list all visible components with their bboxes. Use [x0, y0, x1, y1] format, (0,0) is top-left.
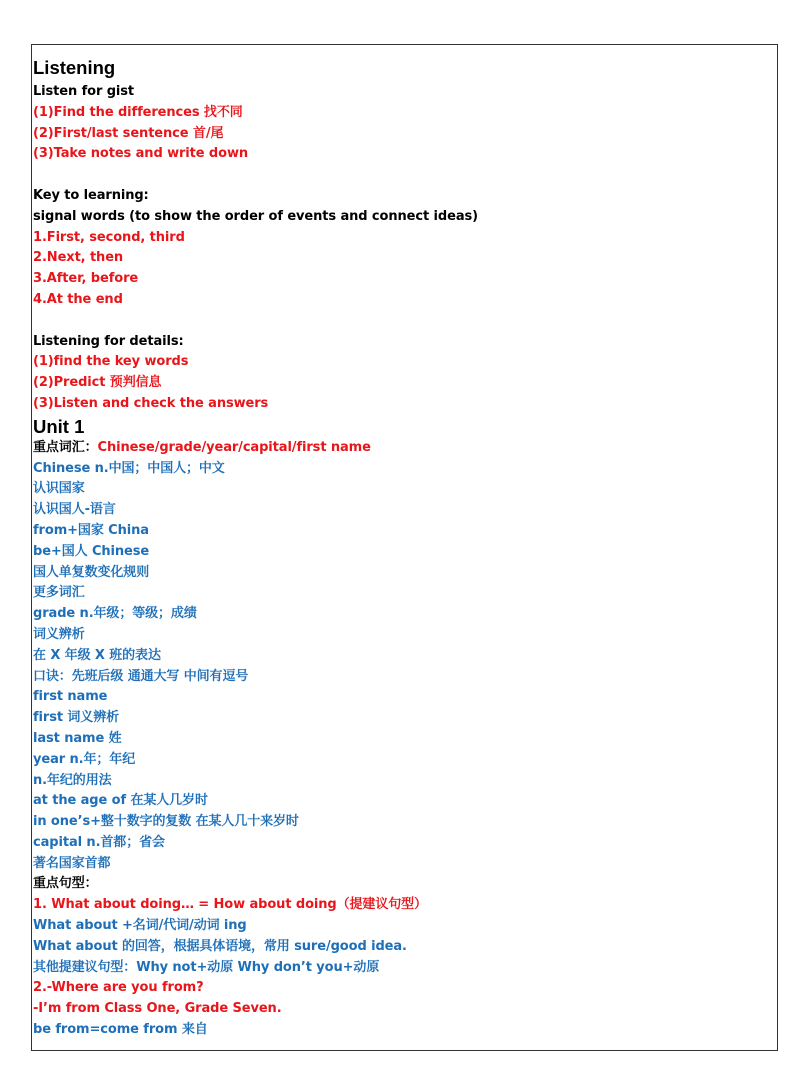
vocab-line: in one’s+整十数字的复数 在某人几十来岁时 [33, 814, 299, 830]
vocab-line: 词义辨析 [33, 626, 85, 642]
spacer [33, 165, 773, 186]
details-item: (3)Listen and check the answers [33, 395, 269, 411]
sentence-1-line: 其他提建议句型：Why not+动原 Why don’t you+动原 [33, 959, 380, 975]
sentence-label: 重点句型： [33, 876, 98, 892]
vocab-label: 重点词汇： [33, 439, 98, 455]
sentence-1-line: What about 的回答，根据具体语境，常用 sure/good idea. [33, 938, 407, 954]
sentence-1-line: What about +名词/代词/动词 ing [33, 918, 247, 934]
vocab-line: from+国家 China [33, 522, 149, 538]
sentence-2-question: 2.-Where are you from? [33, 980, 204, 996]
vocab-line: first name [33, 689, 108, 705]
details-item: (1)find the key words [33, 354, 189, 370]
details-heading: Listening for details: [33, 333, 184, 349]
gist-item: (3)Take notes and write down [33, 146, 249, 162]
sentence-1: 1. What about doing… = How about doing（提建议句型） [33, 897, 427, 913]
gist-item: (1)Find the differences 找不同 [33, 104, 243, 120]
listening-title: Listening [33, 57, 116, 78]
signal-item: 2.Next, then [33, 250, 124, 266]
signal-heading: signal words (to show the order of events and connect ideas) [33, 208, 478, 224]
vocab-line: grade n.年级；等级；成绩 [33, 606, 197, 622]
vocab-line: year n.年；年纪 [33, 751, 136, 767]
signal-item: 1.First, second, third [33, 229, 185, 245]
vocab-line: 在 X 年级 X 班的表达 [33, 647, 161, 663]
vocab-line: n.年纪的用法 [33, 772, 112, 788]
signal-item: 4.At the end [33, 291, 123, 307]
vocab-line: 国人单复数变化规则 [33, 564, 150, 580]
sentence-2-answer: -I’m from Class One, Grade Seven. [33, 1001, 282, 1017]
vocab-line: at the age of 在某人几岁时 [33, 793, 208, 809]
gist-item: (2)First/last sentence 首/尾 [33, 125, 224, 141]
vocab-line: capital n.首都；省会 [33, 834, 165, 850]
unit1-title: Unit 1 [33, 415, 85, 437]
vocab-line: 认识国人-语言 [33, 502, 116, 518]
gist-heading: Listen for gist [33, 84, 135, 99]
vocab-row [33, 438, 773, 459]
document-content [33, 56, 773, 1041]
sentence-2-line: be from=come from 来自 [33, 1022, 208, 1038]
vocab-line: be+国人 Chinese [33, 543, 150, 559]
vocab-line: 口诀：先班后级 通通大写 中间有逗号 [33, 668, 249, 684]
key-heading: Key to learning: [33, 187, 149, 203]
vocab-words: Chinese/grade/year/capital/first name [97, 439, 371, 455]
document-page [31, 44, 778, 1051]
vocab-line: 更多词汇 [33, 585, 85, 601]
details-item: (2)Predict 预判信息 [33, 375, 162, 391]
spacer [33, 311, 773, 332]
vocab-line: last name 姓 [33, 730, 122, 746]
signal-item: 3.After, before [33, 271, 139, 287]
vocab-line: 著名国家首都 [33, 855, 111, 871]
vocab-line: Chinese n.中国；中国人；中文 [33, 460, 225, 476]
vocab-line: 认识国家 [33, 481, 85, 497]
vocab-line: first 词义辨析 [33, 710, 120, 726]
